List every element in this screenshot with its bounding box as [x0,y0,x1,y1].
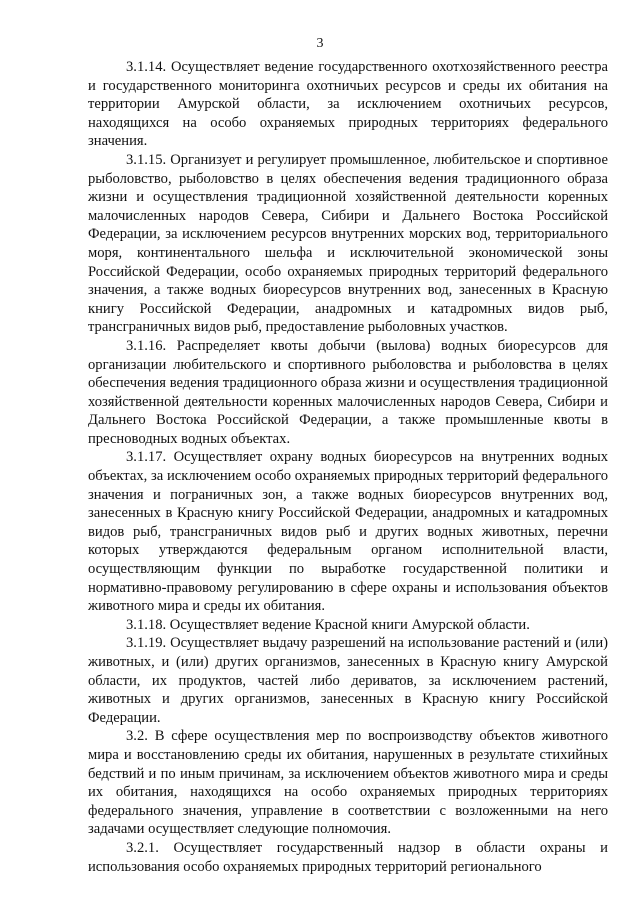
paragraph-3-1-17: 3.1.17. Осуществляет охрану водных биоресурсов на внутренних водных объектах, за исключением особо охраняемых природных территорий федерального значения и пограничных зон, а также водных биоресурсов внутренних вод, занесенных в Красную книгу Российской Федерации, анадромных и катадромных видов рыб, трансграничных видов рыб и других водных животных, перечни которых утверждаются федеральным органом исполнительной власти, осуществляющим функции по выработке государственной политики и нормативно-правовому регулированию в сфере охраны и использования объектов животного мира и среды их обитания. [88,449,608,615]
page-number: 3 [316,36,324,51]
paragraph-3-1-18: 3.1.18. Осуществляет ведение Красной книги Амурской области. [126,616,530,633]
paragraph-3-1-19: 3.1.19. Осуществляет выдачу разрешений на использование растений и (или) животных, и (или) других организмов, занесенных в Красную книгу Амурской области, их продуктов, частей либо дериватов, за исключением растений, животных и других организмов, занесенных в Красную книгу Российской Федерации. [88,635,608,726]
paragraph-3-1-15: 3.1.15. Организует и регулирует промышленное, любительское и спортивное рыболовство, рыболовство в целях обеспечения ведения традиционного образа жизни и осуществления традиционной хозяйственной деятельности коренных малочисленных народов Севера, Сибири и Дальнего Востока Российской Федерации, за исключением ресурсов внутренних морских вод, территориального моря, континентального шельфа и исключительной экономической зоны Российской Федерации, особо охраняемых природных территорий федерального значения, а также водных биоресурсов внутренних вод, занесенных в Красную книгу Российской Федерации, анадромных и катадромных видов рыб, трансграничных видов рыб, предоставление рыболовных участков. [88,151,608,336]
paragraph-3-2-1: 3.2.1. Осуществляет государственный надзор в области охраны и использования особо охраняемых природных территорий регионального [88,839,608,875]
paragraph-3-1-14: 3.1.14. Осуществляет ведение государственного охотхозяйственного реестра и государственного мониторинга охотничьих ресурсов и среды их обитания на территории Амурской области, за исключением охотничьих ресурсов, находящихся на особо охраняемых природных территориях федерального значения. [88,59,608,150]
paragraph-3-2: 3.2. В сфере осуществления мер по воспроизводству объектов животного мира и восстановлению среды их обитания, нарушенных в результате стихийных бедствий и по иным причинам, за исключением объектов животного мира и среды их обитания, находящихся на особо охраняемых природных территориях федерального значения, управление в соответствии с возложенными на него задачами осуществляет следующие полномочия. [88,728,608,838]
paragraph-3-1-16: 3.1.16. Распределяет квоты добычи (вылова) водных биоресурсов для организации любительского и спортивного рыболовства и рыболовства в целях обеспечения ведения традиционного образа жизни и осуществления традиционной хозяйственной деятельности коренных малочисленных народов Севера, Сибири и Дальнего Востока Российской Федерации, а также промышленные квоты в пресноводных водных объектах. [88,337,608,447]
